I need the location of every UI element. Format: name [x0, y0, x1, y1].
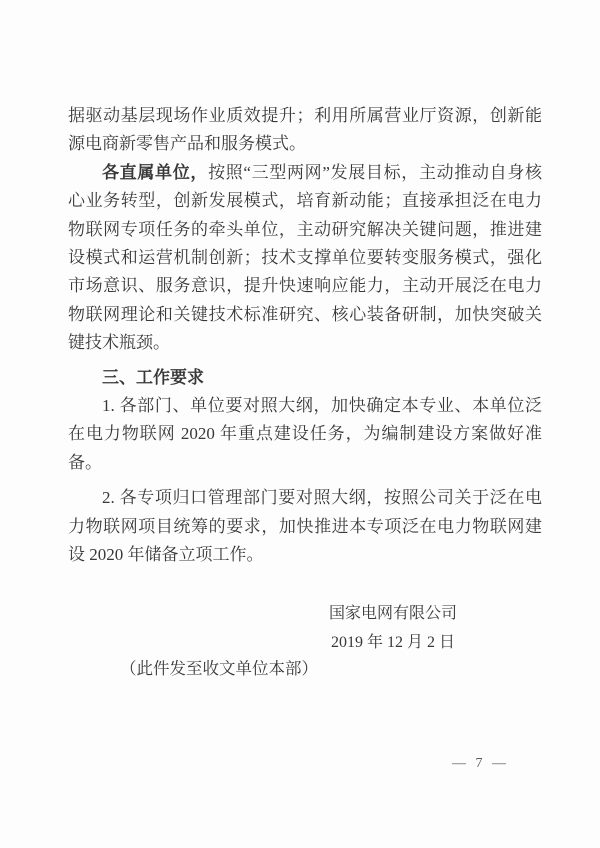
paragraph-continuation: 据驱动基层现场作业质效提升；利用所属营业厅资源，创新能源电商新零售产品和服务模式。 — [68, 106, 542, 154]
paragraph-direct-units — [68, 159, 542, 358]
distribution-note: （此件发至收文单位本部） — [120, 659, 318, 678]
work-requirement-item-1: 1. 各部门、单位要对照大纲，加快确定本专业、本单位泛在电力物联网 2020 年重点建设任务，为编制建设方案做好准备。 — [68, 396, 542, 472]
paragraph-direct-units-body: 按照“三型两网”发展目标，主动推动自身核心业务转型，创新发展模式，培育新动能；直接承担泛在电力物联网专项任务的牵头单位，主动研究解决关键问题，推进建设模式和运营机制创新；技术支撑单位要转变服务模式，强化市场意识、服务意识，提升快速响应能力，主动开展泛在电力物联网理论和关键技术标准研究、核心装备研制，加快突破关键技术瓶颈。 — [68, 162, 543, 353]
page-number: — 7 — — [452, 756, 509, 771]
work-requirement-item-2: 2. 各专项归口管理部门要对照大纲，按照公司关于泛在电力物联网项目统筹的要求，加快推进本专项泛在电力物联网建设 2020 年储备立项工作。 — [68, 488, 542, 565]
signature-organization: 国家电网有限公司 — [328, 605, 457, 622]
signature-block — [280, 600, 506, 657]
paragraph-direct-units-bold-lead: 各直属单位， — [102, 162, 209, 182]
signature-date: 2019 年 12 月 2 日 — [330, 633, 455, 651]
section-heading-work-requirements: 三、工作要求 — [102, 367, 204, 387]
document-body — [68, 102, 542, 570]
